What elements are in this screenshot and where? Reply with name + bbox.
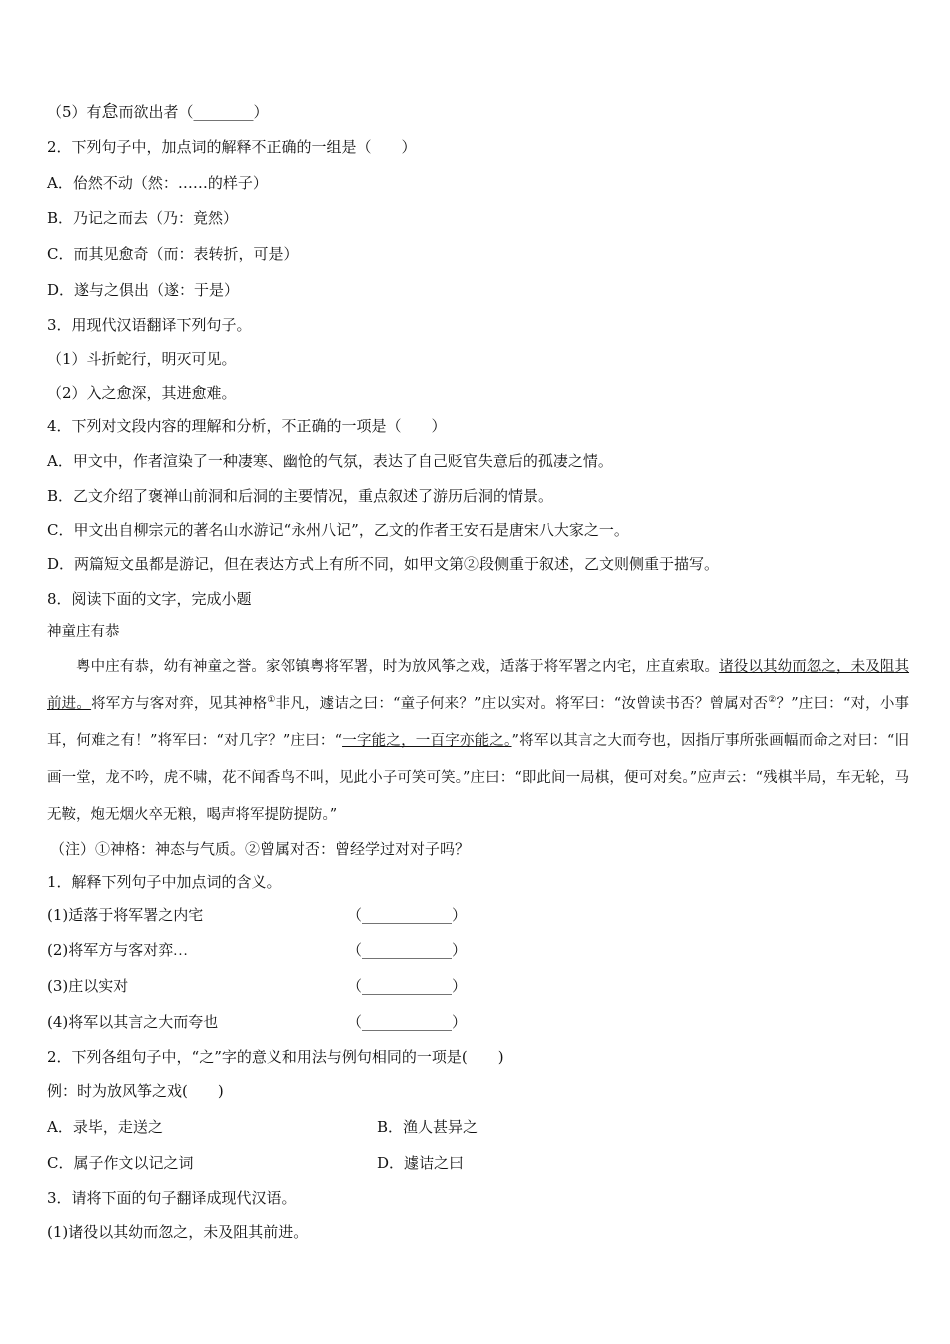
sub-question-2-option-c: C．属子作文以记之词 bbox=[47, 1154, 194, 1172]
question-3-stem: 3．用现代汉语翻译下列句子。 bbox=[47, 316, 252, 334]
answer-blank-4[interactable]: （____________） bbox=[347, 1013, 468, 1031]
sub-question-2-option-b: B．渔人甚异之 bbox=[377, 1118, 479, 1136]
sub-question-3-item-1: (1)诸役以其幼而忽之，未及阻其前进。 bbox=[47, 1223, 309, 1241]
sub-question-2-stem: 2．下列各组句子中，“之”字的意义和用法与例句相同的一项是( ) bbox=[47, 1048, 504, 1066]
question-4-option-b: B．乙文介绍了褒禅山前洞和后洞的主要情况，重点叙述了游历后洞的情景。 bbox=[47, 487, 554, 505]
question-8-stem: 8．阅读下面的文字，完成小题 bbox=[47, 590, 252, 608]
answer-blank-3[interactable]: （____________） bbox=[347, 977, 468, 995]
question-4-option-a: A．甲文中，作者渲染了一种凄寒、幽怆的气氛，表达了自己贬官失意后的孤凄之情。 bbox=[47, 452, 613, 470]
question-4-option-d: D．两篇短文虽都是游记，但在表达方式上有所不同，如甲文第②段侧重于叙述，乙文则侧重于描写。 bbox=[47, 555, 720, 573]
underlined-sentence-1: 诸役以其幼而忽之，未及阻其前进。 bbox=[47, 659, 910, 712]
question-3-item-1: （1）斗折蛇行，明灭可见。 bbox=[47, 350, 237, 368]
question-2-option-b: B．乃记之而去（乃：竟然） bbox=[47, 209, 239, 227]
sub-question-1-item-4: (4)将军以其言之大而夸也 bbox=[47, 1013, 219, 1031]
sub-question-1-item-2: (2)将军方与客对弈... bbox=[47, 941, 189, 959]
sub-question-2-example: 例：时为放风筝之戏( ) bbox=[47, 1082, 224, 1100]
sub-question-2-option-d: D．遽诘之曰 bbox=[377, 1154, 465, 1172]
sub-question-2-option-a: A．录毕，走送之 bbox=[47, 1118, 163, 1136]
answer-blank-2[interactable]: （____________） bbox=[347, 941, 468, 959]
question-4-option-c: C．甲文出自柳宗元的著名山水游记“永州八记”，乙文的作者王安石是唐宋八大家之一。 bbox=[47, 521, 629, 539]
underlined-sentence-2: 一字能之，一百字亦能之。 bbox=[342, 733, 512, 749]
question-3-item-2: （2）入之愈深，其进愈难。 bbox=[47, 384, 237, 402]
passage-text: 粤中庄有恭，幼有神童之誉。家邻镇粤将军署，时为放风筝之戏，适落于将军署之内宅，庄直索取。诸役以其幼而忽之，未及阻其前进。将军方与客对弈，见其神格①非凡，遽诘之曰：“童子何来？”庄以实对。将军曰：“汝曾读书否？曾属对否②？”庄曰：“对，小事耳，何难之有！”将军曰：“对几字？”庄曰：“一字能之，一百字亦能之。”将军以其言之大而夸也，因指厅事所张画幅而命之对曰：“旧画一堂，龙不吟，虎不啸，花不闻香鸟不叫，见此小子可笑可笑。”庄曰：“即此间一局棋，便可对矣。”应声云：“残棋半局，车无轮，马无鞍，炮无烟火卒无粮，喝声将军提防提防。” bbox=[47, 659, 910, 823]
question-4-stem: 4．下列对文段内容的理解和分析，不正确的一项是（ ） bbox=[47, 417, 447, 435]
question-2-option-a: A．佁然不动（然：……的样子） bbox=[47, 174, 268, 192]
passage-notes: （注）①神格：神态与气质。②曾属对否：曾经学过对对子吗？ bbox=[50, 840, 471, 858]
sub-question-1-item-1: (1)适落于将军署之内宅 bbox=[47, 906, 204, 924]
sub-question-3-stem: 3．请将下面的句子翻译成现代汉语。 bbox=[47, 1189, 297, 1207]
answer-blank-1[interactable]: （____________） bbox=[347, 906, 468, 924]
passage-title: 神童庄有恭 bbox=[47, 624, 120, 640]
question-2-stem: 2．下列句子中，加点词的解释不正确的一组是（ ） bbox=[47, 138, 417, 156]
question-2-option-d: D．遂与之俱出（遂：于是） bbox=[47, 281, 240, 299]
question-1-5: （5）有怠而欲出者（________） bbox=[47, 102, 269, 122]
sub-question-1-stem: 1．解释下列句子中加点词的含义。 bbox=[47, 873, 282, 891]
sub-question-1-item-3: (3)庄以实对 bbox=[47, 977, 129, 995]
question-2-option-c: C．而其见愈奇（而：表转折，可是） bbox=[47, 245, 299, 263]
